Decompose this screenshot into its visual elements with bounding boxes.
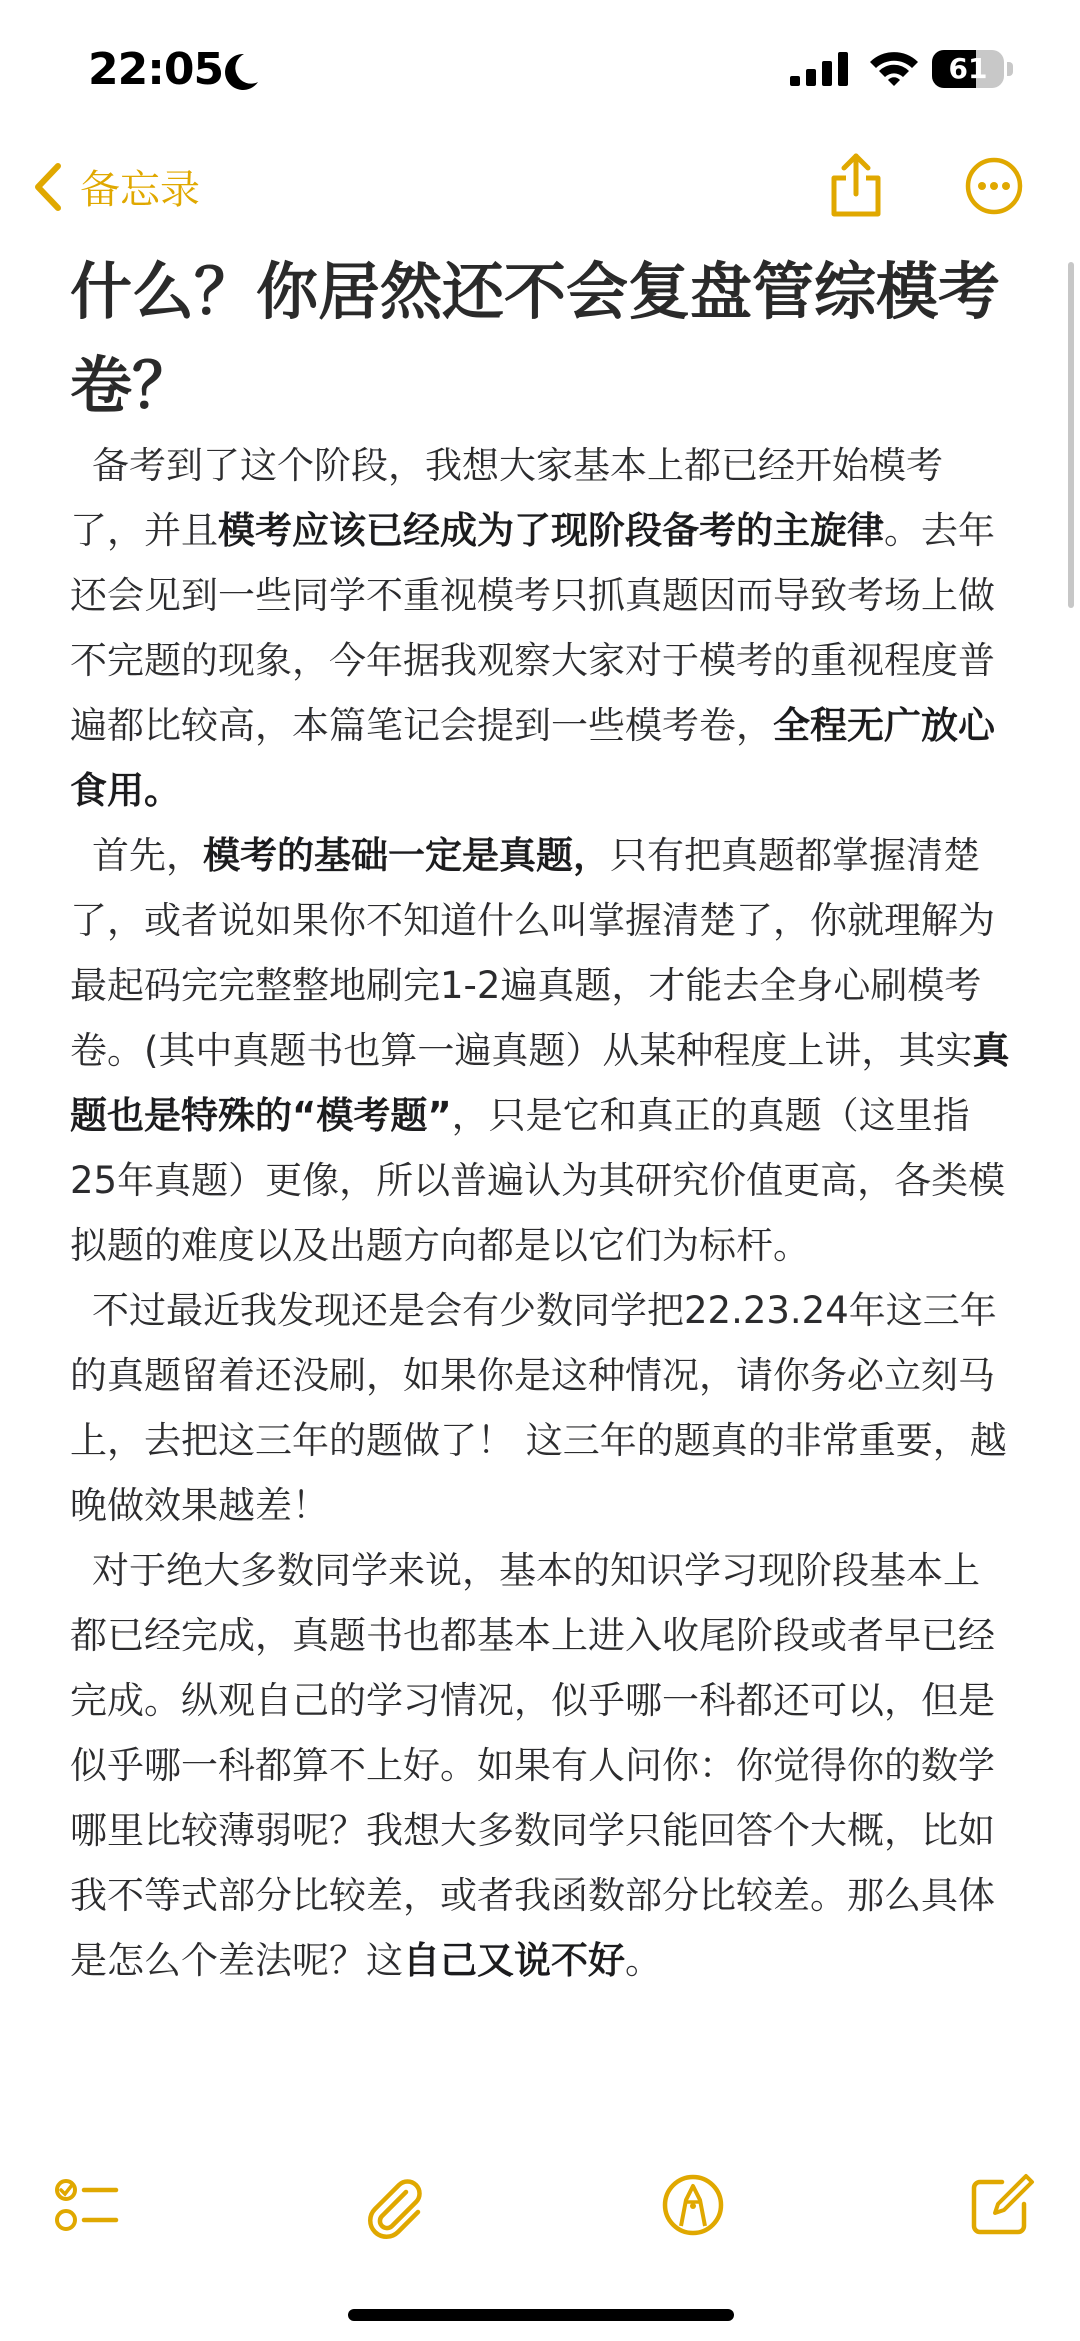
paperclip-icon[interactable] <box>358 2170 428 2240</box>
note-paragraph <box>70 1538 1010 1993</box>
note-paragraph <box>70 823 1010 1278</box>
bold-text: 自己又说不好 <box>403 1939 625 1982</box>
ellipsis-circle-icon[interactable] <box>964 156 1024 216</box>
text-run: 只有把真题都掌握清楚了，或者说如果你不知道什么叫掌握清楚了，你就理解为最起码完完整整地刷完1-2遍真题，才能去全身心刷模考卷。(其中真题书也算一遍真题）从某种程度上讲，其实 <box>70 834 995 1072</box>
scroll-indicator[interactable] <box>1068 262 1074 608</box>
text-run: 。 <box>625 1939 662 1982</box>
home-indicator[interactable] <box>348 2309 734 2321</box>
back-button[interactable] <box>30 158 200 215</box>
status-time: 22:05 <box>88 44 224 95</box>
battery-level: 61 <box>948 52 988 85</box>
bold-text: 模考应该已经成为了现阶段备考的主旋律 <box>218 509 884 552</box>
chevron-left-icon <box>30 160 66 214</box>
wifi-icon <box>868 48 920 88</box>
navigation-bar <box>0 150 1080 230</box>
bold-text: 全程无广放心食用。 <box>70 704 995 812</box>
text-run: 首先， <box>92 834 203 877</box>
checklist-icon[interactable] <box>52 2170 122 2240</box>
bold-text: 真题也是特殊的“模考题” <box>70 1029 1010 1137</box>
note-paragraph <box>70 1278 1010 1538</box>
text-run: 备考到了这个阶段，我想大家基本上都已经开始模考了，并且 <box>70 444 943 552</box>
compose-icon[interactable] <box>966 2170 1036 2240</box>
bottom-toolbar <box>0 2150 1080 2270</box>
note-title: 什么？你居然还不会复盘管综模考卷？ <box>70 255 1001 422</box>
note-paragraph <box>70 433 1010 823</box>
note-body[interactable] <box>70 245 1010 1993</box>
status-bar <box>0 0 1080 140</box>
text-run: 不过最近我发现还是会有少数同学把22.23.24年这三年的真题留着还没刷，如果你是这种情况，请你务必立刻马上，去把这三年的题做了！ 这三年的题真的非常重要，越晚做效果越差！ <box>70 1289 1007 1527</box>
note-paragraphs <box>70 433 1010 1993</box>
cellular-signal-icon <box>790 52 848 86</box>
text-run: 对于绝大多数同学来说，基本的知识学习现阶段基本上都已经完成，真题书也都基本上进入收尾阶段或者早已经完成。纵观自己的学习情况，似乎哪一科都还可以，但是似乎哪一科都算不上好。如果有人问你：你觉得你的数学哪里比较薄弱呢？我想大多数同学只能回答个大概，比如我不等式部分比较差，或者我函数部分比较差。那么具体是怎么个差法呢？这 <box>70 1549 995 1982</box>
text-run: ，只是它和真正的真题（这里指25年真题）更像，所以普遍认为其研究价值更高，各类模拟题的难度以及出题方向都是以它们为标杆。 <box>70 1094 1006 1267</box>
share-icon[interactable] <box>826 150 886 220</box>
bold-text: 模考的基础一定是真题， <box>203 834 610 877</box>
moon-icon <box>218 50 262 94</box>
markup-pen-icon[interactable] <box>658 2170 728 2240</box>
text-run: 。去年还会见到一些同学不重视模考只抓真题因而导致考场上做不完题的现象，今年据我观察大家对于模考的重视程度普遍都比较高，本篇笔记会提到一些模考卷， <box>70 509 995 747</box>
battery-indicator <box>932 50 1016 90</box>
back-label: 备忘录 <box>80 167 200 213</box>
